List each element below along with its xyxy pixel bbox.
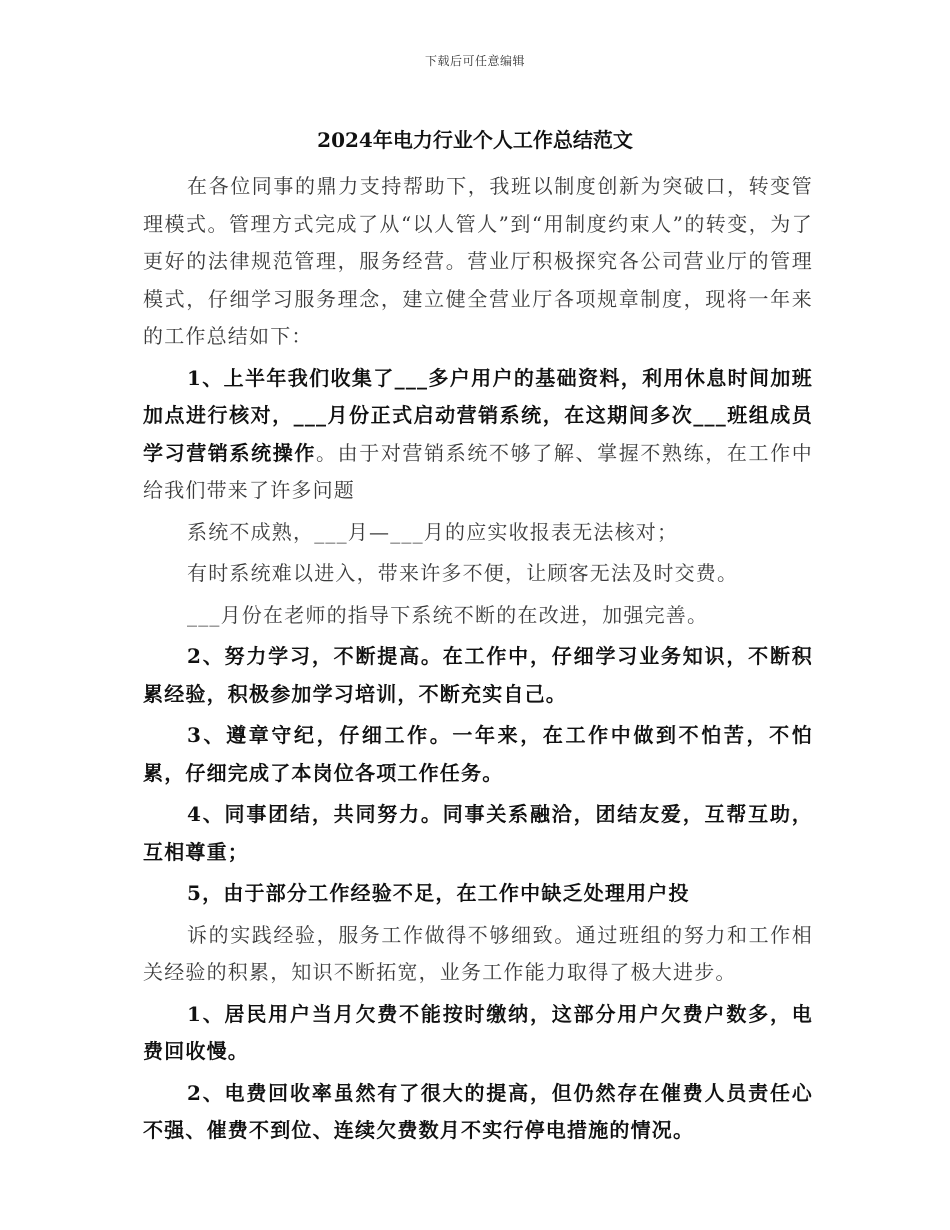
issue-line: 有时系统难以进入，带来许多不便，让顾客无法及时交费。	[187, 561, 739, 585]
item-3-paragraph: 3、遵章守纪，仔细工作。一年来，在工作中做到不怕苦，不怕累，仔细完成了本岗位各项工作任务。	[143, 723, 813, 785]
problem-1-paragraph: 1、居民用户当月欠费不能按时缴纳，这部分用户欠费户数多，电费回收慢。	[143, 1001, 813, 1063]
problem-2-paragraph: 2、电费回收率虽然有了很大的提高，但仍然存在催费人员责任心不强、催费不到位、连续欠费数月不实行停电措施的情况。	[143, 1080, 813, 1142]
issue-line: 系统不成熟，___月—___月的应实收报表无法核对；	[187, 519, 679, 544]
document-title: 2024年电力行业个人工作总结范文	[317, 128, 633, 152]
item-5-paragraph: 5，由于部分工作经验不足，在工作中缺乏处理用户投	[187, 881, 690, 905]
item-1-normal-text: 。由于对营销系统不够了解、掌握不熟练，在工作中给我们带来了许多问题	[143, 440, 813, 502]
document-body	[143, 168, 813, 1154]
item-2-paragraph: 2、努力学习，不断提高。在工作中，仔细学习业务知识，不断积累经验，积极参加学习培训，不断充实自己。	[143, 644, 813, 706]
header-note: 下载后可任意编辑	[424, 54, 525, 68]
intro-paragraph: 在各位同事的鼎力支持帮助下，我班以制度创新为突破口，转变管理模式。管理方式完成了从“以人管人”到“用制度约束人”的转变，为了更好的法律规范管理，服务经营。营业厅积极探究各公司营业厅的管理模式，仔细学习服务理念，建立健全营业厅各项规章制度，现将一年来的工作总结如下：	[143, 174, 813, 348]
item-1-paragraph	[143, 360, 813, 510]
item-1-bold-text: 1、上半年我们收集了___多户用户的基础资料，利用休息时间加班加点进行核对，___月份正式启动营销系统，在这期间多次___班组成员学习营销系统操作	[143, 365, 813, 465]
experience-paragraph: 诉的实践经验，服务工作做得不够细致。通过班组的努力和工作相关经验的积累，知识不断拓宽，业务工作能力取得了极大进步。	[143, 922, 813, 984]
issue-line: ___月份在老师的指导下系统不断的在改进，加强完善。	[187, 602, 709, 627]
item-4-paragraph: 4、同事团结，共同努力。同事关系融洽，团结友爱，互帮互助，互相尊重；	[143, 802, 813, 864]
